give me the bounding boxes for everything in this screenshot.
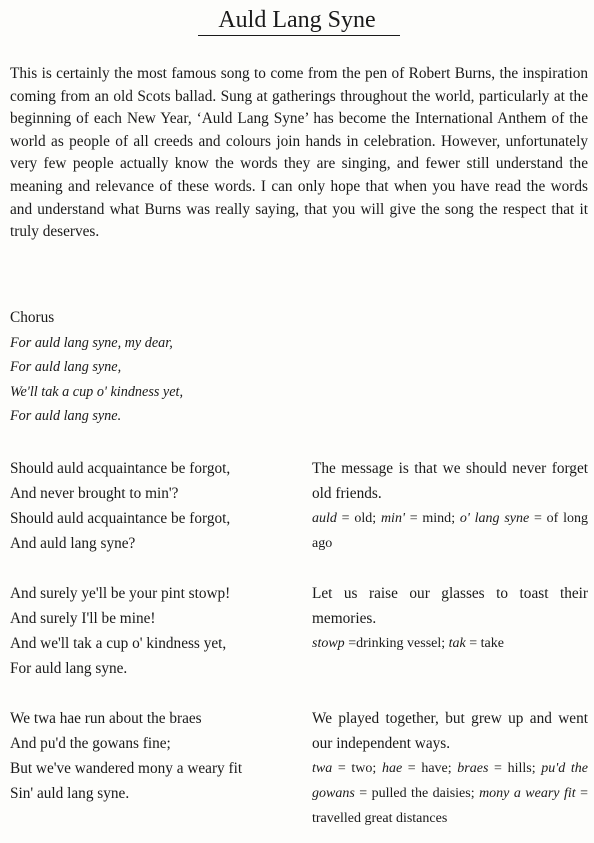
explanation-text: We played together, but grew up and went our independent ways. — [312, 710, 588, 752]
chorus-block — [10, 306, 183, 429]
gloss-term: twa — [312, 761, 333, 776]
gloss-term: tak — [448, 636, 466, 651]
gloss-term: auld — [312, 511, 337, 526]
gloss-term: hae — [381, 761, 403, 776]
chorus-heading: Chorus — [10, 309, 55, 326]
verse-line: And never brought to min'? — [10, 485, 179, 502]
gloss-def: of long ago — [312, 511, 589, 551]
gloss-def: take — [480, 636, 504, 651]
gloss-term: pu'd the gowans — [312, 761, 588, 801]
glossary: stowp =drinking vessel; tak = take — [312, 636, 504, 651]
verse-1-explanation — [312, 456, 588, 556]
glossary: twa = two; hae = have; braes = hills; pu'd the gowans = pulled the daisies; mony a weary fit = travelled great distances — [312, 761, 588, 826]
intro-paragraph — [10, 63, 588, 244]
verse-line: And pu'd the gowans fine; — [10, 735, 171, 752]
chorus-line: For auld lang syne, — [10, 359, 122, 375]
verse-line: Sin' auld lang syne. — [10, 785, 130, 802]
gloss-def: drinking vessel — [356, 636, 442, 651]
gloss-def: travelled great distances — [312, 811, 448, 826]
chorus-line: We'll tak a cup o' kindness yet, — [10, 383, 183, 400]
verse-line: And auld lang syne? — [10, 535, 136, 552]
verse-line: And surely ye'll be your pint stowp! — [10, 585, 231, 602]
chorus-line: For auld lang syne, my dear, — [10, 334, 173, 351]
gloss-def: hills — [507, 761, 532, 776]
gloss-term: o' lang syne — [459, 511, 530, 526]
verse-line: We twa hae run about the braes — [10, 710, 202, 727]
explanation-text: Let us raise our glasses to toast their memories. — [312, 585, 588, 627]
verse-line: For auld lang syne. — [10, 660, 128, 677]
verse-2-explanation — [312, 581, 588, 656]
gloss-term: min' — [380, 511, 405, 526]
gloss-term: mony a weary fit — [479, 786, 576, 801]
gloss-def: old — [354, 511, 373, 526]
title-underline — [198, 35, 400, 36]
verse-3 — [10, 706, 300, 806]
verse-line: But we've wandered mony a weary fit — [10, 760, 243, 777]
gloss-def: have — [421, 761, 448, 776]
gloss-def: two — [351, 761, 373, 776]
glossary: auld = old; min' = mind; o' lang syne = of long ago — [312, 511, 589, 551]
gloss-def: pulled the daisies — [371, 786, 471, 801]
verse-1 — [10, 456, 300, 556]
gloss-term: braes — [457, 761, 489, 776]
gloss-term: stowp — [312, 636, 345, 651]
gloss-def: mind — [422, 511, 452, 526]
verse-line: And surely I'll be mine! — [10, 610, 156, 627]
chorus-line: For auld lang syne. — [10, 408, 122, 424]
verse-line: Should auld acquaintance be forgot, — [10, 510, 231, 527]
page-title: Auld Lang Syne — [218, 7, 376, 33]
verse-2 — [10, 581, 300, 681]
verse-3-explanation — [312, 706, 588, 831]
verse-line: Should auld acquaintance be forgot, — [10, 460, 231, 477]
explanation-text: The message is that we should never forget old friends. — [312, 460, 588, 502]
verse-line: And we'll tak a cup o' kindness yet, — [10, 635, 227, 652]
intro-text: This is certainly the most famous song to come from the pen of Robert Burns, the inspiration coming from an old Scots ballad. Sung at gatherings throughout the world, particularly at the beginning of each New Year, ‘Auld Lang Syne’ has become the International Anthem of the world as people of all creeds and colours join hands in celebration. However, unfortunately very few people actually know the words they are singing, and fewer still understand the meaning and relevance of these words. I can only hope that when you have read the words and understand what Burns was really saying, that you will give the song the respect that it truly deserves. — [10, 65, 588, 241]
